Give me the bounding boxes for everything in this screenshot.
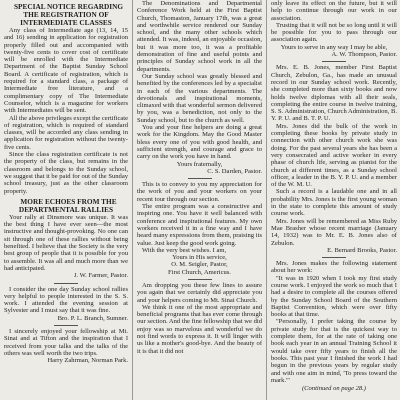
paragraph: only leave its effect on the future, but it will help to continue through our work in our association. bbox=[271, 0, 397, 22]
paragraph: This is to convey to you my appreciation for the work of you and your workers on your recent tour through our section. bbox=[137, 181, 262, 203]
paragraph: The Denominations and Departmental Conference Work held at the First Baptist Church, Thomaston, January 17th, was a great and worthwhile service rendered our Sunday school, and the many other schools which attended. It was, indeed, an enjoyable occasion, but it was more too, it was a profitable demonstration of fine and useful points and principles of Sunday school work in all the departments. bbox=[137, 0, 262, 73]
divider bbox=[322, 257, 346, 258]
signature: A. W. Thompson, Pastor. bbox=[331, 51, 397, 59]
signature: Harry Zahrman, Norman Park. bbox=[47, 357, 128, 365]
heading-more-echoes: MORE ECHOES FROM THE DEPARTMENTAL RALLIES bbox=[18, 196, 117, 214]
paragraph: Am dropping you these few lines to assure you again that we certainly did appreciate you and your helpers coming to Mt. Sinai Church. bbox=[137, 281, 262, 304]
paragraph: Mrs. E. B. Jones, member First Baptist Church, Zebulon, Ga., has made an unusual record in our Sunday school work. Recently, she completed more than sixty books and now holds twelve diplomas with all their seals, completing the entire course in twelve training, S. S. Administration, Church Administration, B. Y. P. U. and B. T. P. U. bbox=[271, 64, 397, 123]
signature: E. Bernard Brooks, Pastor. bbox=[327, 246, 397, 254]
paragraph: "It was in 1920 when I took my first study course work. I enjoyed the work so much that I had a desire to complete all the courses offered by the Sunday School Board of the Southern Baptist Convention, which were over fifty books at that time. bbox=[271, 274, 397, 319]
paragraph: Mrs. Jones will be remembered as Miss Ruby Mae Brasher whose recent marriage (January 14, 1932) was to Mr. E. B. Jones also of Zebulon. bbox=[271, 217, 397, 247]
continued-note: (Continued on page 28.) bbox=[301, 385, 366, 393]
paragraph: Mrs. Jones makes the following statement about her work: bbox=[271, 260, 397, 275]
signature: C. S. Darden, Pastor. bbox=[207, 167, 262, 175]
signature: J. W. Farmer, Pastor. bbox=[73, 272, 128, 280]
signature-closing: Yours in His service, bbox=[172, 254, 227, 262]
paragraph: The entire program was a constructive and inspiring one. You have it well balanced with conference and inspirational features. My own workers received it in a fine way and I have heard many expressions from them, praising its value. Just keep the good work going. bbox=[137, 203, 262, 247]
divider bbox=[54, 283, 78, 284]
signature: Bro. P. L. Branch, Sumner. bbox=[57, 314, 128, 322]
paragraph: Trusting that it will not be so long until it will be possible for you to pass through our association again. bbox=[271, 21, 397, 44]
column-middle bbox=[132, 0, 266, 400]
paragraph: You and your fine helpers are doing a great work for the Kingdom. May the Good Master bless every one of you with good health, and sufficient strength, and courage and grace to carry on the work you have in hand. bbox=[137, 124, 262, 161]
signature-affiliation: First Church, Americus. bbox=[168, 268, 231, 276]
paragraph: Such a record is a laudable one and in all probability Mrs. Jones is the first young woman in the state to complete this amount of study course work. bbox=[271, 188, 397, 218]
paragraph: Mrs. Jones did the bulk of the work in completing these books by private study in connection with other church work she was doing. For the past several years she has been a very consecrated and active worker in every phase of church life, serving as pianist for the church at different times, as a Sunday school officer, a leader in the B. Y. P. U. and a member of the W. M. U. bbox=[271, 122, 397, 189]
column-left bbox=[4, 0, 132, 400]
signature-closing: Yours fraternally, bbox=[176, 160, 223, 168]
paragraph: With the very best wishes. I am, bbox=[142, 246, 227, 254]
signature-closing: Yours to serve in any way I may be able, bbox=[280, 43, 388, 51]
divider bbox=[188, 279, 212, 280]
divider bbox=[188, 178, 212, 179]
divider bbox=[54, 325, 78, 326]
paragraph: All the above privileges except the certificate of registration, which is required of standard classes, will be accorded any class sending in application for registration without the twenty-five cents. bbox=[4, 114, 128, 151]
paragraph: We think it one of the most appropriate and beneficial programs that has ever come through our section. And the fine fellowship that we did enjoy was so marvelous and wonderful we do not find words to express it. It will linger with us like a mother's good-bye. And the beauty of it is that it did not bbox=[137, 303, 262, 355]
paragraph: Our Sunday school was greatly blessed and benefited by the conferences led by a specialist in each of the various departments. The devotionals and inspirational moments, climaxed with that wonderful sermon delivered by you, was a benediction, not only to the Sunday school, but to the church as well. bbox=[137, 72, 262, 124]
paragraph: "Personally, I prefer taking the course by private study for that is the quickest way to complete them, for at the rate of taking one book each year in an annual Training School it would take over fifty years to finish all the books. This past year I finished the work I had begun in the previous years by regular study and with one aim in mind, 'To press toward the mark.'" bbox=[271, 318, 397, 384]
signature: O. M. Seigler, Pastor, bbox=[171, 261, 228, 269]
divider bbox=[322, 61, 346, 62]
heading-special-notice: SPECIAL NOTICE REGARDING THE REGISTRATION OF INTERMEDIATE CLASSES bbox=[13, 2, 124, 27]
column-right bbox=[266, 0, 397, 400]
paragraph: Since the class registration certificate is not the property of the class, but remains in the classroom and belongs to the Sunday school, we suggest that it be paid for out of the Sunday school treasury, just as the other classroom property. bbox=[4, 151, 128, 195]
paragraph: Your rally at Dinsmore was unique. It was the best thing I have ever seen—the most instructive and thought-provoking. No one can sit through one of these rallies without being benefited. I believe that the Society is the very best group of people that it is possible for you to assemble. It was all and much more than we had anticipated. bbox=[4, 213, 128, 272]
paragraph: I sincerely enjoyed your fellowship at Mt. Sinai and at Tifton and the inspiration that I received from your talks and the talks of the others was well worth the two trips. bbox=[4, 327, 128, 357]
paragraph: I consider the one day Sunday school rallies very helpful to people interested in the S. S. work. I attended the evening session at Sylvester and I must say that it was fine. bbox=[4, 285, 128, 315]
paragraph: Any class of Intermediate age (13, 14, 15 and 16) sending in application for registration properly filled out and accompanied with twenty-five cents to cover cost of certificate will be enrolled with the Intermediate Department of the Baptist Sunday School Board. A certificate of registration, which is required for a standard class, a package of Intermediate free literature, and a complimentary copy of The Intermediate Counselor, which is a magazine for workers with Intermediates will be sent. bbox=[4, 27, 128, 115]
